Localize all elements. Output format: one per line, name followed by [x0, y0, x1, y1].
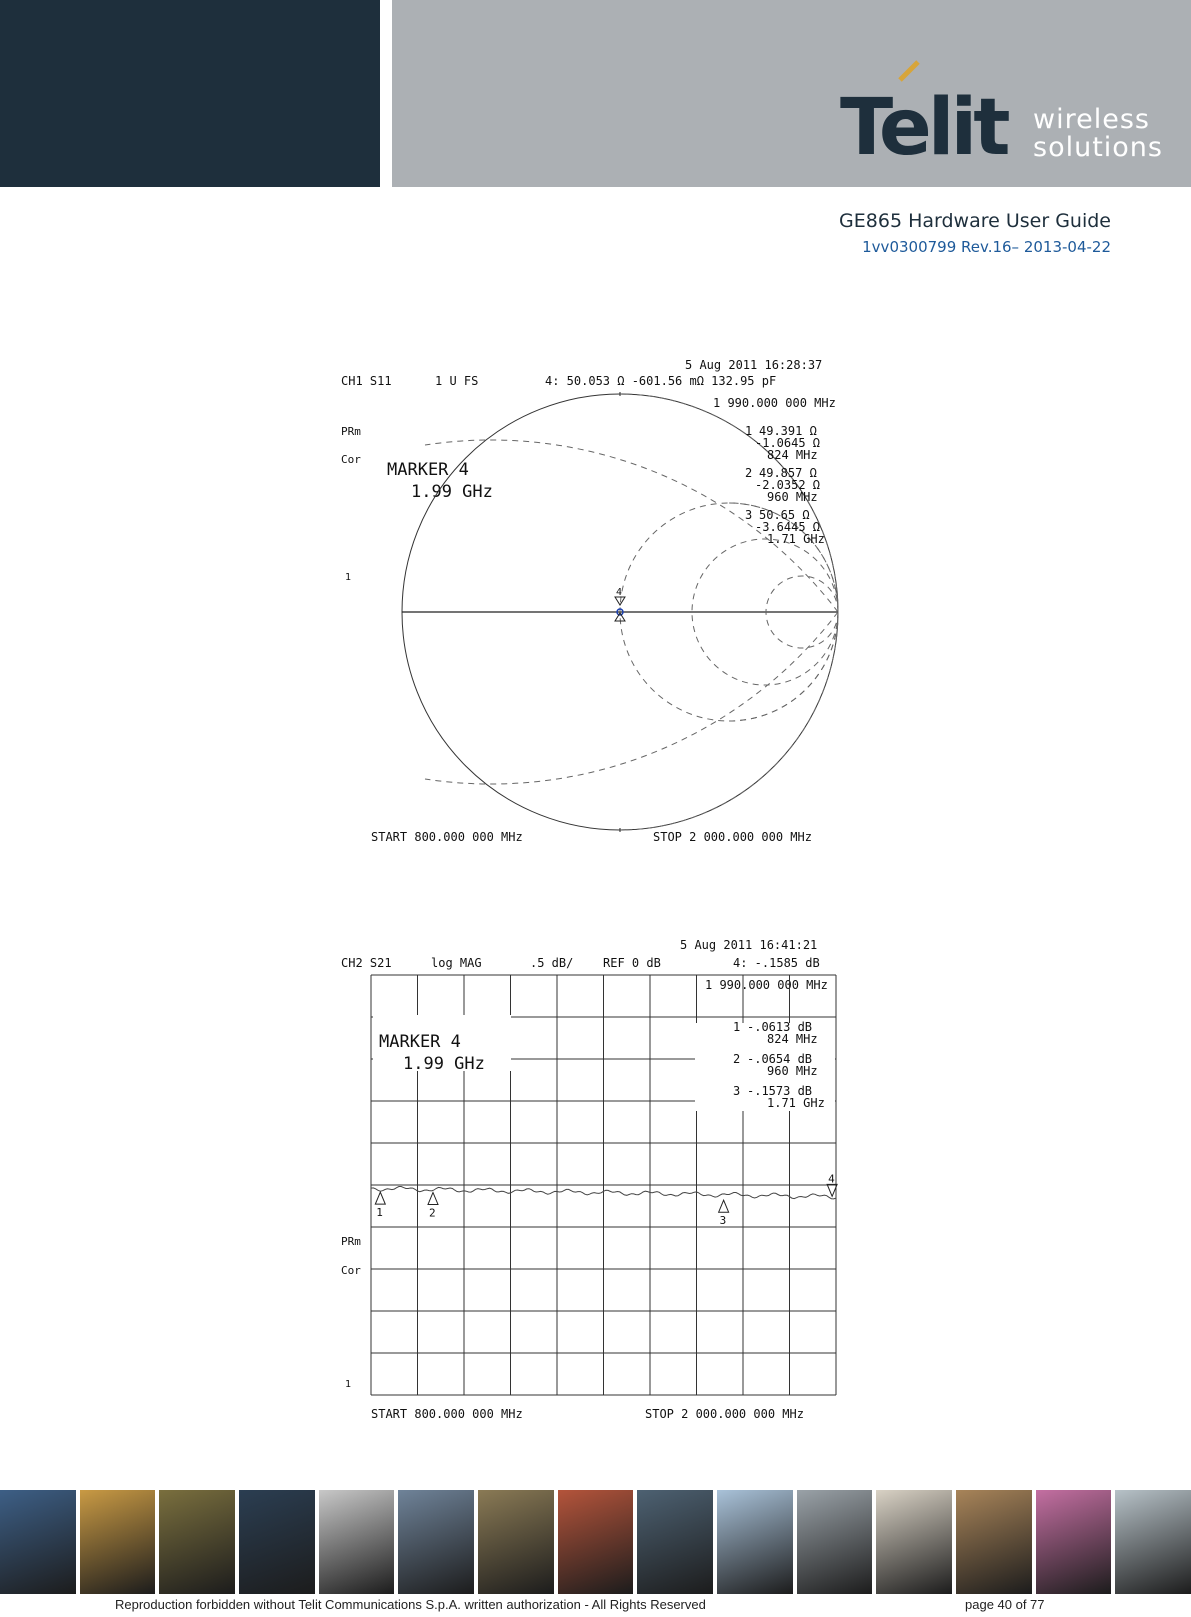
- telit-logo: [840, 58, 1020, 158]
- tagline-line1: wireless: [1033, 104, 1150, 135]
- tagline-line2: solutions: [1033, 132, 1163, 163]
- plot1-marker-3-f: 1.71 GHz: [767, 532, 825, 546]
- plot2-marker-2-val: -.0654 dB: [747, 1052, 813, 1066]
- plot2-marker4-readout: 4: -.1585 dB: [733, 956, 820, 970]
- plot2-marker-list: [733, 1020, 825, 1110]
- plot1-ref-tick: 1: [345, 572, 352, 583]
- plot1-marker-1-id: 1: [745, 424, 753, 438]
- footer-photo-3: [159, 1490, 235, 1594]
- plot2-marker4-freq: 1 990.000 000 MHz: [705, 978, 828, 992]
- footer-photo-15: [1115, 1490, 1191, 1594]
- plot2-start: START 800.000 000 MHz: [371, 1407, 523, 1421]
- plot1-marker-box-line2: 1.99 GHz: [411, 482, 493, 502]
- plot1-start: START 800.000 000 MHz: [371, 830, 523, 844]
- footer-photo-5: [319, 1490, 395, 1594]
- smith-chart-plot: [335, 355, 875, 855]
- trace-marker-label-1: 1: [376, 1206, 383, 1220]
- plot2-ref-tick: 1: [345, 1379, 352, 1390]
- plot1-marker-3-id: 3: [745, 508, 753, 522]
- plot1-marker-3: [745, 508, 825, 546]
- plot2-marker-2-id: 2: [733, 1052, 741, 1066]
- plot1-marker4-freq: 1 990.000 000 MHz: [713, 396, 836, 410]
- plot1-marker-1-f: 824 MHz: [767, 448, 818, 462]
- plot2-marker-1-id: 1: [733, 1020, 741, 1034]
- plot2-marker-box-line2: 1.99 GHz: [403, 1054, 485, 1074]
- plot2-label-cor: Cor: [341, 1264, 361, 1277]
- plot2-marker-box-line1: MARKER 4: [379, 1032, 461, 1052]
- footer-photo-14: [1036, 1490, 1112, 1594]
- logmag-markers: [375, 1172, 837, 1227]
- trace-marker-label-3: 3: [719, 1214, 727, 1228]
- trace-marker-2: [428, 1192, 438, 1204]
- plot1-marker-1: [745, 424, 820, 462]
- smith-marker-4-label: 4: [616, 587, 623, 598]
- header-dark-band: [0, 0, 380, 187]
- plot2-stop: STOP 2 000.000 000 MHz: [645, 1407, 804, 1421]
- plot2-ref: REF 0 dB: [603, 956, 661, 970]
- plot1-marker-2-x: -2.0352 Ω: [755, 478, 821, 492]
- plot2-marker-3-id: 3: [733, 1084, 741, 1098]
- document-revision: 1vv0300799 Rev.16– 2013-04-22: [862, 238, 1111, 256]
- footer-photo-6: [398, 1490, 474, 1594]
- footer-notice: Reproduction forbidden without Telit Communications S.p.A. written authorization - All Rights Reserved: [115, 1597, 706, 1612]
- plot2-scale: .5 dB/: [530, 956, 574, 970]
- plot1-marker-3-x: -3.6445 Ω: [755, 520, 821, 534]
- plot1-marker-1-x: -1.0645 Ω: [755, 436, 821, 450]
- plot1-stop: STOP 2 000.000 000 MHz: [653, 830, 812, 844]
- plot1-marker-list: [745, 424, 825, 546]
- plot1-marker-2-id: 2: [745, 466, 753, 480]
- plot2-format: log MAG: [431, 956, 482, 970]
- logmag-plot: [335, 935, 875, 1430]
- plot1-marker-box-line1: MARKER 4: [387, 460, 469, 480]
- plot2-marker-2-f: 960 MHz: [767, 1064, 818, 1078]
- plot1-marker-2-r: 49.857 Ω: [759, 466, 817, 480]
- footer-photo-9: [637, 1490, 713, 1594]
- plot1-channel: CH1 S11: [341, 374, 392, 388]
- smith-marker-cluster: [615, 587, 625, 621]
- footer-photo-11: [797, 1490, 873, 1594]
- footer-photo-2: [80, 1490, 156, 1594]
- footer-photo-4: [239, 1490, 315, 1594]
- trace-marker-1: [375, 1192, 385, 1204]
- svg-text:Telit: Telit: [840, 83, 1007, 158]
- footer-photo-1: [0, 1490, 76, 1594]
- plot2-label-prm: PRm: [341, 1235, 361, 1248]
- plot1-marker4-readout: 4: 50.053 Ω -601.56 mΩ 132.95 pF: [545, 374, 777, 388]
- tagline: [1033, 106, 1163, 162]
- trace-marker-3: [719, 1200, 729, 1212]
- trace-marker-label-4: 4: [828, 1172, 835, 1186]
- plot1-marker-1-r: 49.391 Ω: [759, 424, 817, 438]
- plot2-marker-1-val: -.0613 dB: [747, 1020, 813, 1034]
- plot1-label-prm: PRm: [341, 425, 361, 438]
- footer-photo-12: [876, 1490, 952, 1594]
- plot1-scale: 1 U FS: [435, 374, 479, 388]
- plot2-marker-1-f: 824 MHz: [767, 1032, 818, 1046]
- plot2-marker-3-val: -.1573 dB: [747, 1084, 813, 1098]
- footer-photo-8: [558, 1490, 634, 1594]
- footer-photo-13: [956, 1490, 1032, 1594]
- footer-photo-7: [478, 1490, 554, 1594]
- plot2-datetime: 5 Aug 2011 16:41:21: [680, 938, 818, 952]
- document-title: GE865 Hardware User Guide: [839, 210, 1111, 232]
- trace-marker-label-2: 2: [429, 1206, 436, 1220]
- footer-photo-10: [717, 1490, 793, 1594]
- footer-photo-strip: [0, 1490, 1191, 1594]
- plot1-marker-2-f: 960 MHz: [767, 490, 818, 504]
- plot1-marker-3-r: 50.65 Ω: [759, 508, 810, 522]
- plot1-datetime: 5 Aug 2011 16:28:37: [685, 358, 823, 372]
- plot1-label-cor: Cor: [341, 453, 361, 466]
- plot2-marker-3-f: 1.71 GHz: [767, 1096, 825, 1110]
- page-number: page 40 of 77: [965, 1597, 1045, 1612]
- plot2-channel: CH2 S21: [341, 956, 392, 970]
- plot1-marker-2: [745, 466, 820, 504]
